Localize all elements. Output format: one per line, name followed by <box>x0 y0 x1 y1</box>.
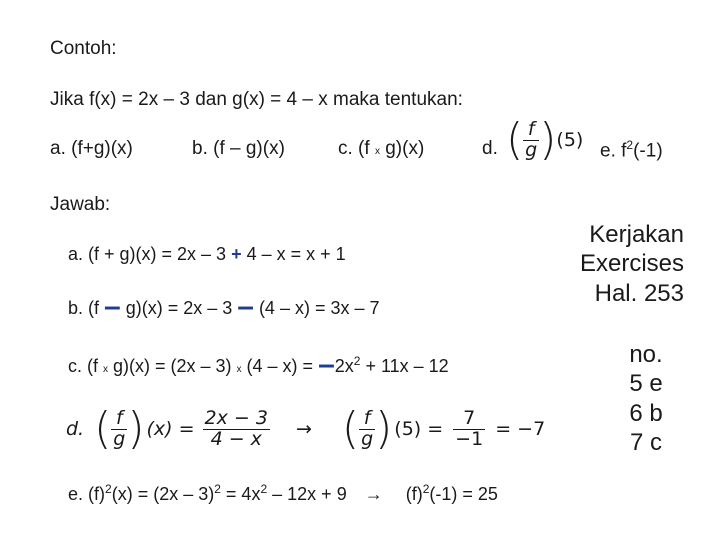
note-line: 6 b <box>629 399 663 427</box>
answer-a: a. (f + g)(x) = 2x – 3 + 4 – x = x + 1 <box>68 244 346 264</box>
task-e: e. $f^2(-1)$ <box>600 138 663 162</box>
note-line: 5 e <box>629 370 663 398</box>
heading: Contoh: <box>50 38 117 59</box>
arrow-icon: → <box>364 484 383 504</box>
answer-c: c. (f x g)(x) = (2x – 3) x $(4 - x) = -2x^2 + 11x - 12$ <box>68 348 449 381</box>
note-line: Exercises <box>579 250 684 278</box>
note-line: no. <box>629 341 663 368</box>
note-line: Kerjakan <box>589 221 684 248</box>
exercise-numbers <box>616 340 676 457</box>
task-b: b. (f – g)(x) <box>192 138 285 159</box>
answer-b: b. (f – g)(x) = 2x – 3 – (4 – x) = 3x – 7 <box>68 290 380 323</box>
answer-d: d. ( $\frac{f}{g}$ ) (x) = $\frac{2x - 3}{4 - x}$ → ( $\frac{f}{g}$ ) (5) = $\frac{7}{-1}$ = −7 <box>66 403 546 454</box>
task-d-expression: ( $\frac{f}{g}$ )(5) <box>506 114 584 165</box>
note-line: Hal. 253 <box>594 279 684 307</box>
task-c: c. (f x g)(x) <box>338 138 425 159</box>
task-a: a. (f+g)(x) <box>50 138 133 159</box>
answer-heading: Jawab: <box>50 194 111 215</box>
problem-statement: Jika f(x) = 2x – 3 dan g(x) = 4 – x maka tentukan: <box>50 89 463 110</box>
task-d-label: d. <box>482 138 498 159</box>
note-line: 7 c <box>629 428 662 456</box>
answer-e: e. $(f)^2(x) = (2x - 3)^2 = 4x^2 - 12x + 9 \to (f)^2(-1) = 25$ <box>68 482 498 504</box>
exercise-note <box>580 220 684 308</box>
